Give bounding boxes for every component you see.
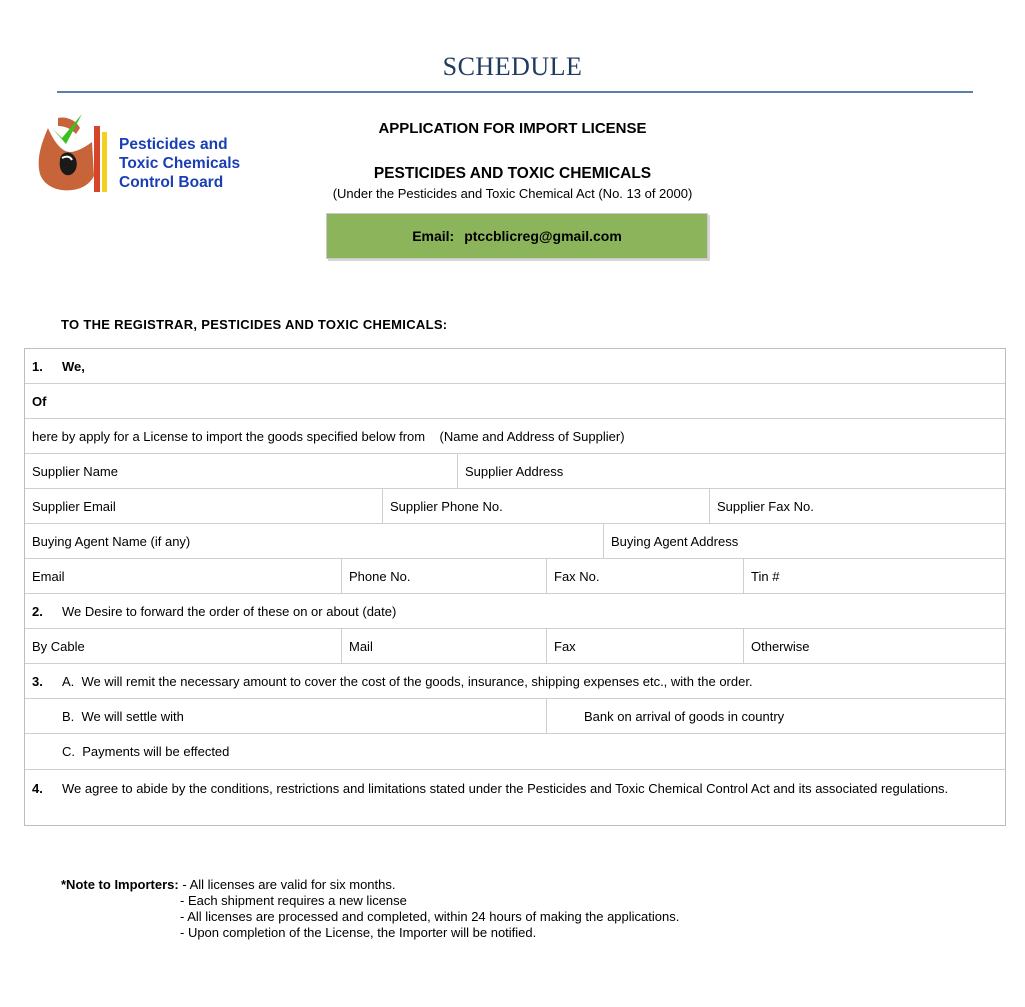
form-row-apply [25, 419, 1005, 454]
field-label: We, [62, 358, 85, 374]
agreement-text [25, 770, 1005, 806]
schedule-title: SCHEDULE [442, 52, 583, 81]
notes-title: *Note to Importers: [61, 877, 179, 892]
phone-field[interactable]: Phone No. [341, 559, 546, 593]
email-field[interactable]: Email [32, 568, 65, 584]
by-cable-field[interactable]: By Cable [32, 638, 85, 654]
tin-field[interactable]: Tin # [743, 559, 1005, 593]
supplier-email-field[interactable]: Supplier Email [32, 498, 116, 514]
field-label: We Desire to forward the order of these on or about (date) [62, 603, 397, 619]
act-reference: (Under the Pesticides and Toxic Chemical Act (No. 13 of 2000) [332, 186, 693, 201]
form-row-of [25, 384, 1005, 419]
application-form [24, 348, 1006, 826]
title-rule [57, 91, 973, 93]
application-title: APPLICATION FOR IMPORT LICENSE [378, 120, 647, 137]
email-link[interactable]: ptccblicreg@gmail.com [464, 228, 622, 244]
item-number: 2. [32, 603, 43, 619]
bank-field[interactable]: Bank on arrival of goods in country [546, 699, 1005, 733]
item-number: 4. [32, 780, 43, 796]
buying-agent-address-field[interactable]: Buying Agent Address [603, 524, 1005, 558]
field-label: We agree to abide by the conditions, restrictions and limitations stated under the Pesticides and Toxic Chemical Control Act and its associated regulations. [62, 780, 949, 796]
supplier-fax-field[interactable]: Supplier Fax No. [709, 489, 1005, 523]
otherwise-field[interactable]: Otherwise [743, 629, 1005, 663]
supplier-name-field[interactable]: Supplier Name [32, 463, 118, 479]
importer-notes [61, 877, 679, 941]
logo-text [119, 135, 240, 192]
buying-agent-name-field[interactable]: Buying Agent Name (if any) [32, 533, 191, 549]
logo-line: Toxic Chemicals [119, 155, 241, 172]
email-banner [326, 213, 708, 259]
form-row-agreement [25, 770, 1005, 806]
note-item: - Each shipment requires a new license [180, 893, 407, 908]
note-item: - Upon completion of the License, the Importer will be notified. [180, 925, 537, 940]
of-field[interactable] [25, 384, 1005, 418]
form-row-payments [25, 734, 1005, 770]
logo-line: Control Board [119, 174, 224, 191]
addressee-heading: TO THE REGISTRAR, PESTICIDES AND TOXIC CHEMICALS: [61, 317, 448, 332]
payments-field[interactable]: C. Payments will be effected [62, 744, 230, 759]
form-row-supplier-contact [25, 489, 1005, 524]
form-row-settle [25, 699, 1005, 734]
remit-field [25, 664, 1005, 698]
notes-heading [61, 877, 679, 893]
form-row-remit [25, 664, 1005, 699]
note-item: - All licenses are valid for six months. [182, 877, 396, 892]
supplier-phone-field[interactable]: Supplier Phone No. [382, 489, 709, 523]
field-label: Of [32, 393, 47, 409]
field-label: A. We will remit the necessary amount to cover the cost of the goods, insurance, shipping expenses etc., with the order. [62, 673, 753, 689]
fax-field[interactable]: Fax No. [546, 559, 743, 593]
supplier-address-field[interactable]: Supplier Address [457, 454, 1005, 488]
form-row-agent [25, 524, 1005, 559]
order-date-field[interactable] [25, 594, 1005, 628]
apply-text: here by apply for a License to import the goods specified below from (Name and Address of Supplier) [32, 428, 625, 444]
form-row-contact [25, 559, 1005, 594]
form-row-order-method [25, 629, 1005, 664]
we-field[interactable] [25, 349, 1005, 383]
mail-field[interactable]: Mail [341, 629, 546, 663]
pesticides-title: PESTICIDES AND TOXIC CHEMICALS [373, 165, 652, 182]
note-item: - All licenses are processed and completed, within 24 hours of making the applications. [180, 909, 680, 924]
settle-field[interactable]: B. We will settle with [62, 708, 184, 724]
form-row-supplier [25, 454, 1005, 489]
item-number: 1. [32, 358, 43, 374]
email-label: Email: [412, 228, 455, 244]
item-number: 3. [32, 673, 43, 689]
form-row-order-date [25, 594, 1005, 629]
form-row-we [25, 349, 1005, 384]
logo-line: Pesticides and [119, 136, 228, 153]
fax-method-field[interactable]: Fax [546, 629, 743, 663]
